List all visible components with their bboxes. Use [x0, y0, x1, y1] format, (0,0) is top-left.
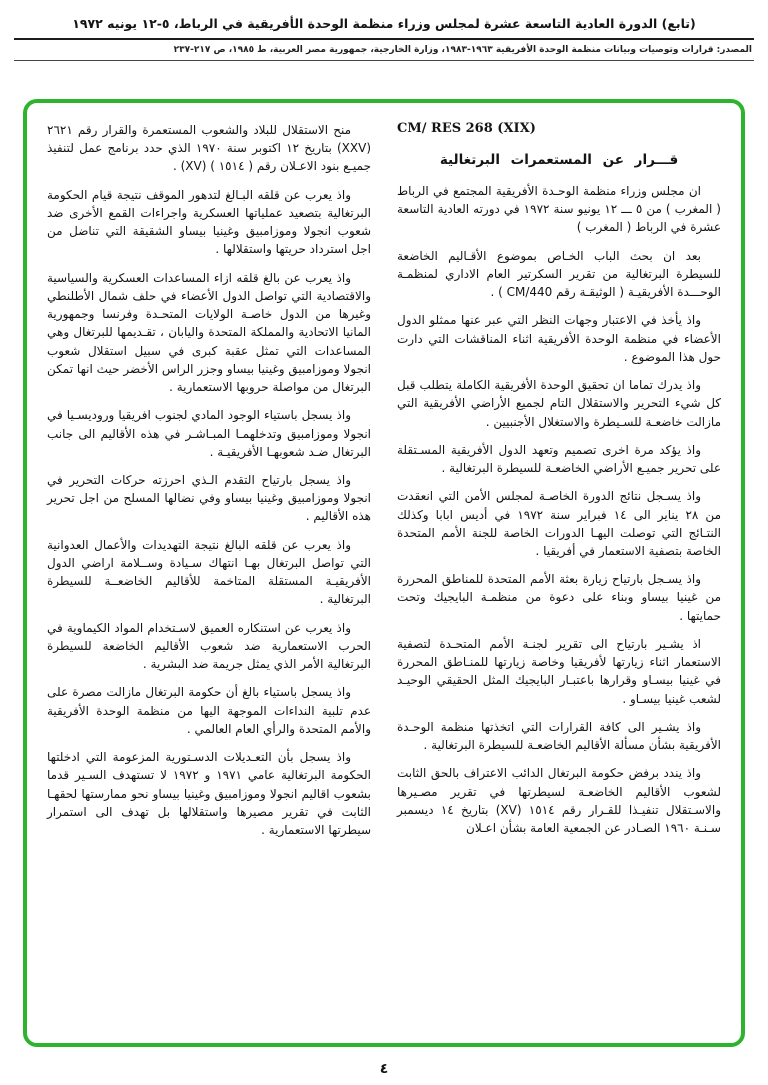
paragraph: بعد ان بحث الباب الخـاص بموضوع الأقـاليم الخاضعة للسيطرة البرتغالية من تقرير السكرتير العام الاداري لمنظمـة الوحـــدة الأفريقيـة ( الوثيقـة رقم CM/440 ) .	[397, 248, 721, 300]
paragraph: واذ يؤكد مرة اخرى تصميم وتعهد الدول الأفريقية المسـتقلة على تحرير جميـع الأراضي الخاضعـة للسيطرة البرتغالية .	[397, 442, 721, 476]
paragraph: ان مجلس وزراء منظمة الوحـدة الأفريقية المجتمع في الرباط ( المغرب ) من ٥ ـــ ١٢ يونيو سنة ١٩٧٢ في دورته العادية التاسعة عشرة في الرباط ( المغرب )	[397, 184, 721, 235]
paragraph: واذ يأخذ في الاعتبار وجهات النظر التي عبر عنها ممثلو الدول الأعضاء في منظمة الوحدة الأفريقية اثناء المناقشات التي دارت حول هذا الموضوع .	[397, 313, 721, 364]
page-header	[0, 0, 768, 61]
paragraph: واذ يشـير الى كافة القرارات التي اتخذتها منظمة الوحـدة الأفريقية بشأن مسألة الأقاليم الخاضعـة للسيطرة البرتغالية .	[397, 719, 721, 753]
paragraph: واذ يسجل بأن التعـديلات الدسـتورية المزعومة التي ادخلتها الحكومة البرتغالية عامي ١٩٧١ و ١٩٧٢ لا تستهدف السـير قدما بشعوب اقاليم انجولا وموزامبيق وغينيا بيساو نحو ممارستها لحقهـا الثابت في تقرير مصيرها واستقلالها بل تهدف الى استمرار سيطرتها الاستعمارية .	[47, 750, 371, 837]
left-column-paragraphs	[47, 121, 371, 839]
paragraph: اذ يشـير بارتياح الى تقرير لجنـة الأمم المتحـدة لتصفية الاستعمار اثناء زيارتها لأفريقيا وخاصة زيارتها للمنـاطق المحررة في غينيا بيسـاو وقرارها باعتبـار البايجيك المثل الحقيقي الوحيـد لشعب غينيا بيسـاو .	[397, 636, 721, 706]
paragraph: واذ يسـجل نتائج الدورة الخاصـة لمجلس الأمن التي انعقدت من ٢٨ يناير الى ١٤ فبراير سنة ١٩٧٢ في أديس ابابا وكذلك النتـائج التي توصلت اليهـا الدورات الخاصة للجنة الأمم المتحدة الخاصة بتصفية الاستعمار في أفريقيا .	[397, 489, 721, 558]
column-right	[397, 121, 721, 1031]
paragraph: واذ يسـجل بارتياح زيارة بعثة الأمم المتحدة للمناطق المحررة من غينيا بيساو وبناء على دعوة من منظمـة البايجيك وتحت حمايتها .	[397, 572, 721, 623]
session-title: (تابع) الدورة العادية التاسعة عشرة لمجلس وزراء منظمة الوحدة الأفريقية في الرباط، ٥-١٢ يونيه ١٩٧٢	[72, 16, 696, 31]
header-divider-thin	[14, 60, 754, 61]
paragraph: واذ يسجل باستياء الوجود المادي لجنوب افريقيا وروديسـيا في انجولا وموزامبيق وتدخلهمـا المبـاشـر في هذه الأقاليم الى جانب البرتغال ضـد شعوبهـا الأفريقيـة .	[47, 408, 371, 459]
right-column-paragraphs	[397, 182, 721, 837]
paragraph: واذ يعرب عن قلقه البالغ نتيجة التهديدات والأعمال العدوانية التي تواصل البرتغال بهـا انتهاك سـيادة وســلامة اراضي الدول الأفريقيـة المستقلة المتاخمة للأقاليم الخاضعــة للسيطرة البرتغالية .	[47, 537, 371, 607]
paragraph: واذ يندد برفض حكومة البرتغال الدائب الاعتراف بالحق الثابت لشعوب الأقاليم الخاضعـة لسيطرتها في تقرير مصـيرها والاسـتقلال تنفيـذا للقـرار رقم ١٥١٤ (XV) بتاريخ ١٤ ديسمبر سـنـة ١٩٦٠ الصـادر عن الجمعية العامة بشأن اعـلان	[397, 766, 721, 836]
paragraph: واذ يسجل باستياء بالغ أن حكومة البرتغال مازالت مصرة على عدم تلبية النداءات الموجهة اليها من منظمة الوحدة الأفريقية والأمم المتحدة والرأي العام العالمي .	[47, 685, 371, 736]
paragraph: واذ يعرب عن استنكاره العميق لاسـتخدام المواد الكيماوية في الحرب الاستعمارية ضد شعوب الأقاليم الخاضعة للسيطرة البرتغالية الأمر الذي يمثل جريمة ضد البشرية .	[47, 620, 371, 672]
resolution-title: قـــرار عن المستعمرات البرتغالية	[439, 152, 679, 168]
page-number: ٤	[379, 1061, 389, 1077]
header-divider-thick	[14, 38, 754, 40]
paragraph: واذ يعرب عن بالغ قلقه ازاء المساعدات العسكرية والسياسية والاقتصادية التي تواصل الدول الأعضاء في حلف شمال الأطلنطي وغيرها من الدول خاصـة الولايات المتحـدة وفرنسا وجمهورية المانيا الاتحادية والمملكة المتحدة واليابان ، تقـديمها للبرتغال وهي المساعدات التي تمثل عقبة كبرى في سبيل استقلال شعوب انجولا وموزامبيق وغينيا بيساو وجزر الراس الأخضر حيث انها تمكن البرتغال من مواصلة حروبها الاستعمارية .	[47, 270, 371, 395]
paragraph: واذ يعرب عن قلقه البـالغ لتدهور الموقف نتيجة قيام الحكومة البرتغالية بتصعيد عملياتها العسكرية واجراءات القمع الأخرى ضد شعوب انجولا وموزامبيق وغينيا بيساو الشقيقة التي تناضل من اجل استرداد حريتها واستقلالها .	[47, 187, 371, 257]
green-border-frame	[23, 99, 745, 1047]
paragraph: واذ يسجل بارتياح التقدم الـذي احرزته حركات التحرير في انجولا وموزامبيق وغينيا بيساو وفي نضالها المسلح من اجل تحرير هذه الأقاليم .	[47, 472, 371, 524]
two-column-layout	[47, 121, 721, 1031]
paragraph: واذ يدرك تماما ان تحقيق الوحدة الأفريقية الكاملة يتطلب قبل كل شيء التحرير والاستقلال التام لجميع الأراضي الأفريقية التي مازالت خاضعـة للسـيطرة والاستغلال الأجنبيين .	[397, 378, 721, 429]
column-left	[47, 121, 371, 1031]
resolution-reference: CM/ RES 268 (XIX)	[397, 121, 536, 136]
paragraph: منح الاستقلال للبلاد والشعوب المستعمرة والقرار رقم ٢٦٢١ (XXV) بتاريخ ١٢ اكتوبر سنة ١٩٧٠ الذي حدد برنامج عمل لتنفيذ جميـع بنود الاعـلان رقم ( ١٥١٤ ) (XV) .	[47, 123, 371, 174]
source-citation: المصدر: قرارات وتوصيات وبيانات منظمة الوحدة الأفريقية ١٩٦٣-١٩٨٣، وزارة الخارجية، جمهورية مصر العربية، ط ١٩٨٥، ص ٢١٧-٢٣٧	[173, 45, 752, 55]
